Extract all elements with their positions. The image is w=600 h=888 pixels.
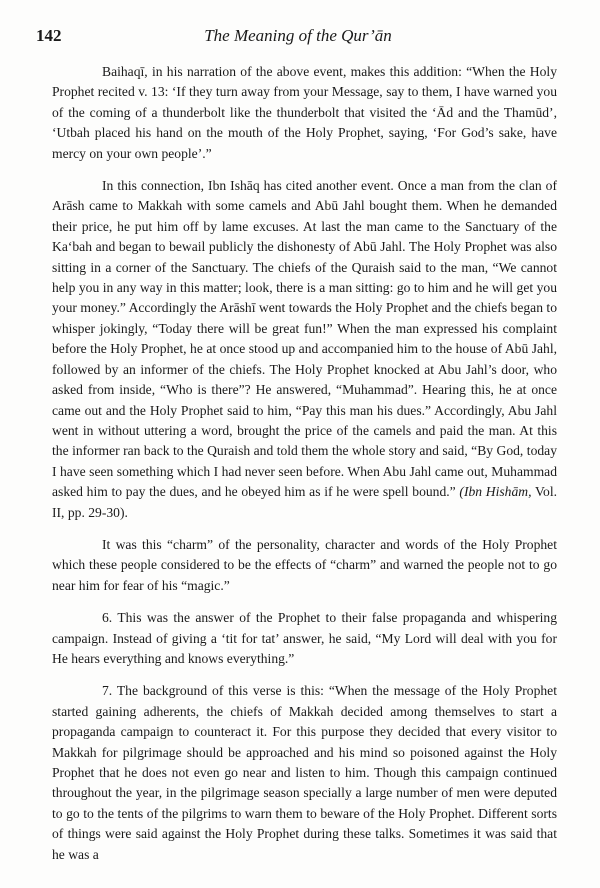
page-number: 142 <box>36 26 62 45</box>
running-title: The Meaning of the Qur’ān <box>204 26 392 45</box>
citation-reference: Vol. II, pp. 29-30). <box>52 484 557 520</box>
note-7-paragraph: 7. The background of this verse is this: “When the message of the Holy Prophet started gaining adherents, the chiefs of Makkah decided among themselves to start a propaganda campaign to counteract it. For this purpose they decided that every visitor to Makkah for pilgrimage should be approached and his mind so poisoned against the Holy Prophet that he does not even go near and listen to him. Though this campaign continued throughout the year, in the pilgrimage season specially a large number of men were deputed to go to the tents of the pilgrims to warn them to beware of the Holy Prophet. Different sorts of things were said against the Holy Prophet during these talks. Sometimes it was said that he was a <box>52 683 557 862</box>
note-6-paragraph: 6. This was the answer of the Prophet to their false propaganda and whispering campaign. Instead of giving a ‘tit for tat’ answer, he said, “My Lord will deal with you for He hears everything and knows everything.” <box>52 610 557 666</box>
paragraph-ibn-ishaq-text: In this connection, Ibn Ishāq has cited another event. Once a man from the clan of Arāsh came to Makkah with some camels and Abū Jahl bought them. When he demanded their price, he put him off by lame excuses. At last the man came to the Sanctuary of the Ka‘bah and began to bewail publicly the dishonesty of Abū Jahl. The Holy Prophet was also sitting in a corner of the Sanctuary. The chiefs of the Quraish said to the man, “We cannot help you in any way in this matter; look, there is a man sitting: go to him and he will get you your money.” Accordingly the Arāshī went towards the Holy Prophet and the chiefs began to whisper jokingly, “Today there will be great fun!” When the man expressed his complaint before the Holy Prophet, he at once stood up and accompanied him to the house of Abū Jahl, followed by an informer of the chiefs. The Holy Prophet knocked at Abu Jahl’s door, who asked from inside, “Who is there”? He answered, “Muhammad”. Hearing this, he at once came out and the Holy Prophet said to him, “Pay this man his dues.” Accordingly, Abu Jahl went in without uttering a word, brought the price of the camels and paid the man. At this the informer ran back to the Quraish and told them the whole story and said, “By God, today I have seen something which I had never seen before. When Abu Jahl came out, Muhammad asked him to pay the dues, and he obeyed him as if he were spell bound.” <box>52 178 557 500</box>
paragraph-baihaqi: Baihaqī, in his narration of the above event, makes this addition: “When the Holy Prophet recited v. 13: ‘If they turn away from your Message, say to them, I have warned you of the coming of a thunderbolt like the thunderbolt that visited the ‘Ād and the Thamūd’, ‘Utbah placed his hand on the mouth of the Holy Prophet, saying, ‘For God’s sake, have mercy on your own people’.” <box>52 64 557 161</box>
paragraph-charm: It was this “charm” of the personality, character and words of the Holy Prophet which these people considered to be the effects of “charm” and warned the people not to go near him for fear of his “magic.” <box>52 536 557 593</box>
paragraph-ibn-ishaq <box>52 176 557 523</box>
page-header <box>36 26 560 50</box>
page-body <box>52 62 557 865</box>
citation-source: (Ibn Hishām, <box>459 484 532 500</box>
